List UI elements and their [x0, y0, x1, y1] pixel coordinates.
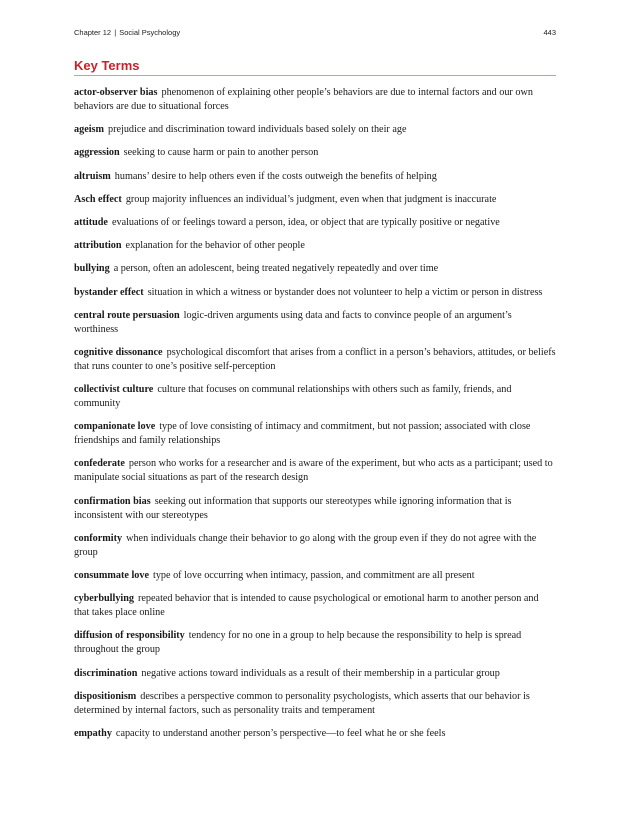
- page-number: 443: [543, 27, 556, 37]
- term-definition: negative actions toward individuals as a result of their membership in a particular group: [141, 667, 500, 679]
- term-word: conformity: [74, 532, 123, 544]
- term-definition: repeated behavior that is intended to cause psychological or emotional harm to another person and that takes place online: [74, 593, 539, 619]
- term-definition: a person, often an adolescent, being treated negatively repeatedly and over time: [113, 263, 439, 275]
- term-word: diffusion of responsibility: [74, 630, 185, 642]
- term-entry: [74, 532, 556, 560]
- term-definition: seeking to cause harm or pain to another person: [123, 147, 319, 159]
- term-word: confederate: [74, 458, 125, 470]
- term-word: cognitive dissonance: [74, 346, 163, 358]
- term-definition: describes a perspective common to personality psychologists, which asserts that our behavior is determined by internal factors, such as personality traits and temperament: [74, 690, 530, 716]
- term-definition: psychological discomfort that arises from a conflict in a person’s behaviors, attitudes, or beliefs that runs counter to one’s positive self-perception: [74, 346, 556, 372]
- term-definition: explanation for the behavior of other people: [125, 240, 305, 252]
- chapter-heading: [74, 28, 180, 37]
- term-entry: [74, 592, 556, 620]
- running-header: [74, 25, 556, 39]
- term-word: confirmation bias: [74, 495, 151, 507]
- term-word: altruism: [74, 170, 111, 182]
- term-entry: [74, 286, 556, 300]
- term-word: bullying: [74, 263, 110, 275]
- term-definition: logic-driven arguments using data and facts to convince people of an argument’s worthiness: [74, 309, 512, 335]
- section-title: Key Terms: [74, 58, 556, 76]
- term-definition: situation in which a witness or bystander does not volunteer to help a victim or person in distress: [147, 286, 543, 298]
- term-word: attitude: [74, 216, 108, 228]
- term-entry: [74, 383, 556, 411]
- term-word: collectivist culture: [74, 384, 154, 396]
- term-definition: phenomenon of explaining other people’s behaviors are due to internal factors and our own behaviors are due to situational forces: [74, 87, 533, 112]
- term-entry: [74, 420, 556, 448]
- term-entry: [74, 216, 556, 230]
- term-word: aggression: [74, 147, 120, 159]
- term-entry: [74, 457, 556, 485]
- term-definition: humans’ desire to help others even if the costs outweigh the benefits of helping: [114, 170, 437, 182]
- term-word: attribution: [74, 240, 122, 252]
- chapter-number: Chapter 12: [74, 27, 112, 37]
- term-entry: [74, 193, 556, 207]
- term-word: dispositionism: [74, 690, 137, 702]
- term-entry: [74, 170, 556, 184]
- term-entry: [74, 690, 556, 718]
- term-definition: culture that focuses on communal relationships with others such as family, friends, and community: [74, 384, 512, 410]
- term-word: Asch effect: [74, 193, 122, 205]
- term-word: bystander effect: [74, 286, 144, 298]
- term-definition: tendency for no one in a group to help because the responsibility to help is spread throughout the group: [74, 630, 522, 656]
- term-entry: [74, 629, 556, 657]
- term-definition: group majority influences an individual’s judgment, even when that judgment is inaccurate: [125, 193, 497, 205]
- chapter-title: Social Psychology: [119, 27, 181, 37]
- term-definition: type of love consisting of intimacy and commitment, but not passion; associated with close friendships and family relationships: [74, 421, 531, 447]
- term-definition: person who works for a researcher and is aware of the experiment, but who acts as a participant; used to manipulate social situations as part of the research design: [74, 458, 553, 484]
- term-word: consummate love: [74, 570, 149, 581]
- term-entry: [74, 146, 556, 160]
- term-definition: prejudice and discrimination toward individuals based solely on their age: [108, 124, 407, 136]
- term-entry: [74, 569, 556, 583]
- term-entry: [74, 262, 556, 276]
- term-entry: [74, 495, 556, 523]
- term-entry: [74, 86, 556, 114]
- header-separator: |: [114, 27, 117, 37]
- term-definition: type of love occurring when intimacy, passion, and commitment are all present: [152, 570, 475, 581]
- term-word: central route persuasion: [74, 309, 180, 321]
- term-definition: evaluations of or feelings toward a person, idea, or object that are typically positive or negative: [111, 216, 500, 228]
- term-entry: [74, 239, 556, 253]
- term-entry: [74, 727, 556, 741]
- term-entry: [74, 123, 556, 137]
- term-word: companionate love: [74, 421, 156, 433]
- term-word: empathy: [74, 727, 112, 739]
- term-entry: [74, 346, 556, 374]
- term-definition: seeking out information that supports our stereotypes while ignoring information that is inconsistent with our stereotypes: [74, 495, 512, 521]
- term-word: ageism: [74, 124, 104, 136]
- term-definition: when individuals change their behavior to go along with the group even if they do not agree with the group: [74, 532, 537, 558]
- term-entry: [74, 309, 556, 337]
- term-definition: capacity to understand another person’s perspective—to feel what he or she feels: [115, 727, 446, 739]
- term-word: actor-observer bias: [74, 87, 158, 98]
- term-word: discrimination: [74, 667, 138, 679]
- key-terms-list: [74, 86, 556, 750]
- term-entry: [74, 667, 556, 681]
- term-word: cyberbullying: [74, 593, 135, 605]
